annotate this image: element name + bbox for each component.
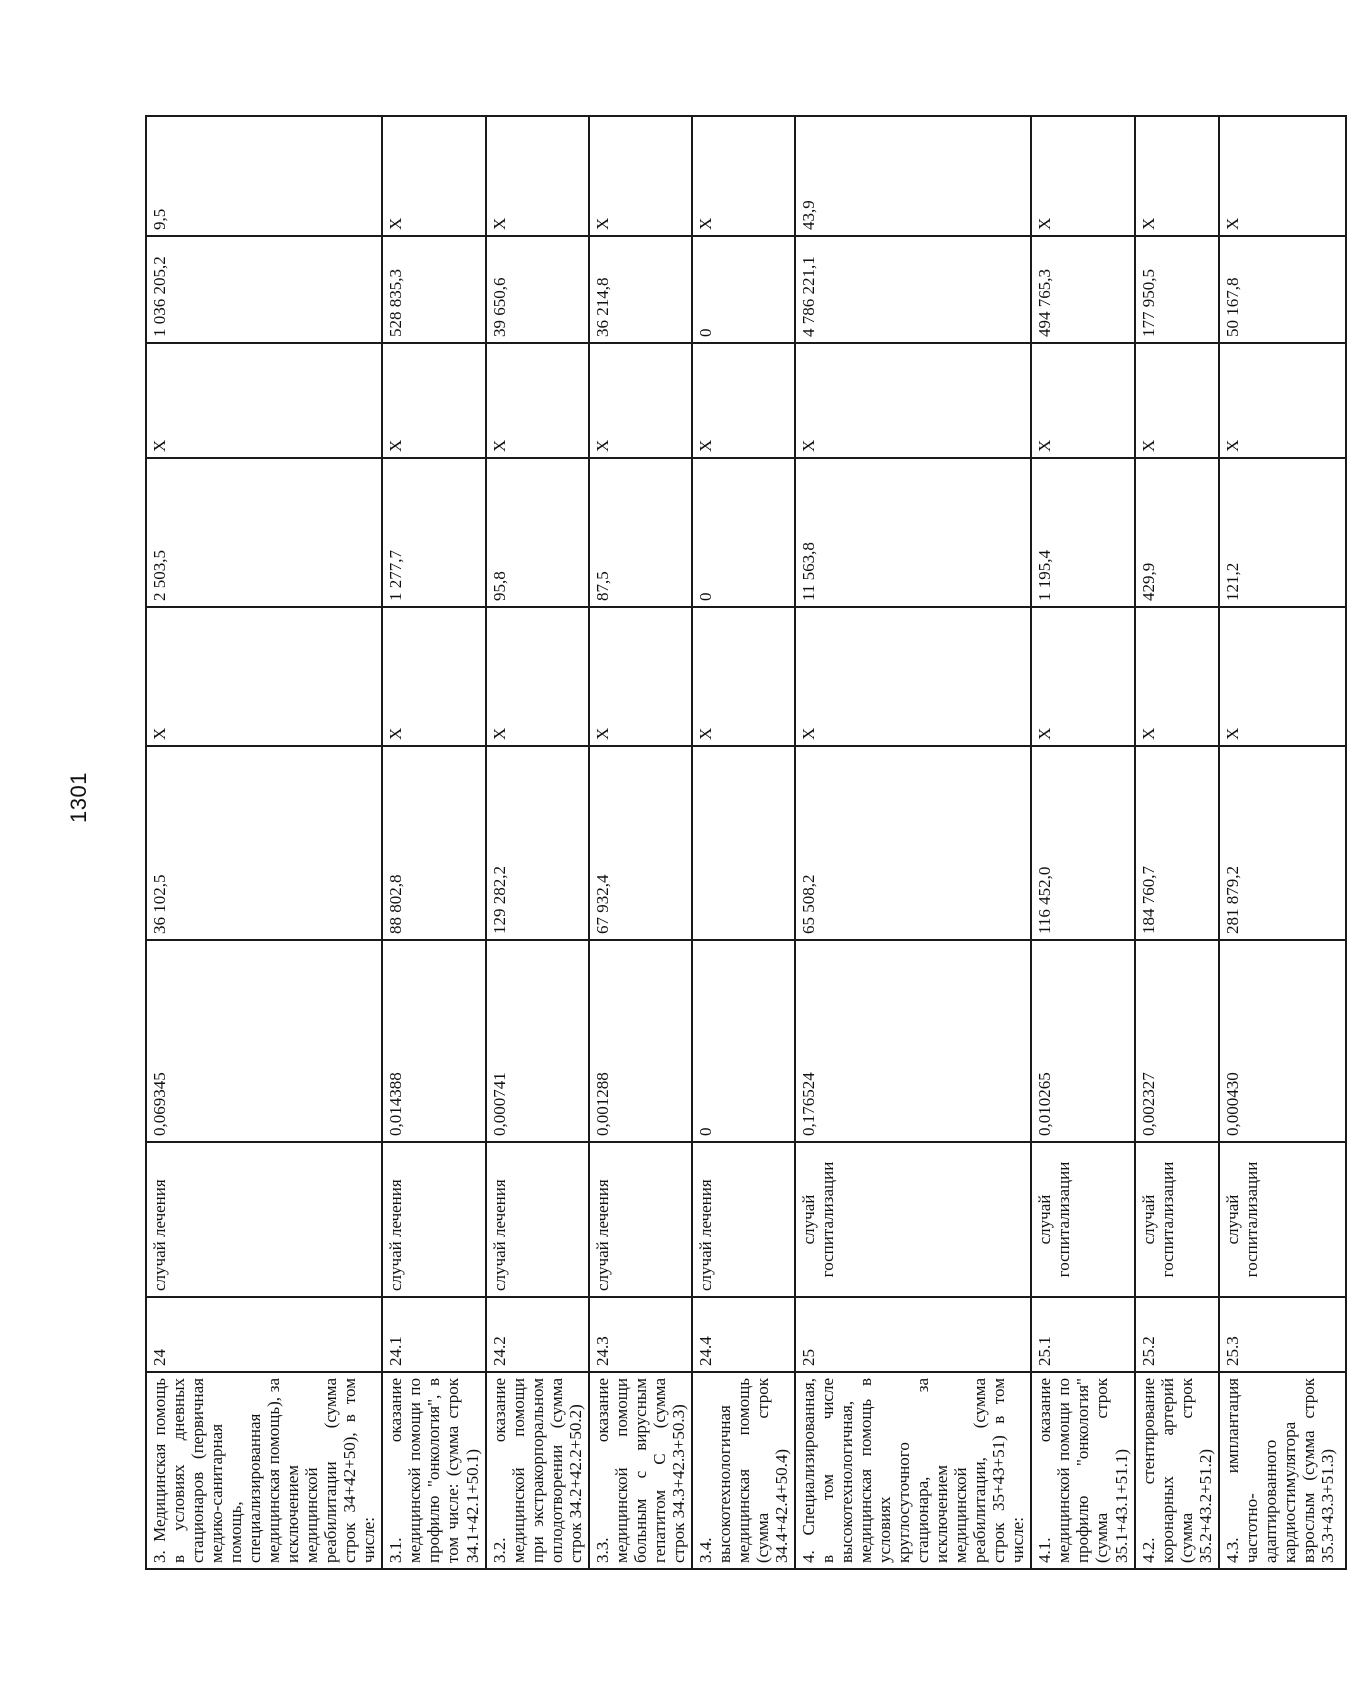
cell-col9: 0 [692, 236, 795, 343]
cell-col9: 39 650,6 [486, 236, 589, 343]
cell-col7: 1 277,7 [382, 458, 485, 607]
cell-col6: X [382, 607, 485, 746]
row-description: 3.3. оказание медицинской помощи больным с вирусным гепатитом С (сумма строк 34.3+42.3+50.3) [589, 1372, 692, 1569]
unit-cell: случай лечения [146, 1142, 382, 1297]
cell-col9: 4 786 221,1 [795, 236, 1031, 343]
cell-col10: X [589, 116, 692, 236]
table-row [1135, 116, 1219, 1569]
unit-cell: случай госпитализации [1135, 1142, 1219, 1297]
cell-col7: 0 [692, 458, 795, 607]
cell-col10: X [486, 116, 589, 236]
unit-cell: случай лечения [589, 1142, 692, 1297]
unit-cell: случай госпитализации [795, 1142, 1031, 1297]
row-description: 4. Специализированная, в том числе высокотехнологичная, медицинская помощь в условиях круглосуточного стационара, за исключением медицинской реабилитации, (сумма строк 35+43+51) в том числе: [795, 1372, 1031, 1569]
table-row [795, 116, 1031, 1569]
norm-cell: 0,000741 [486, 940, 589, 1142]
data-table [145, 115, 1347, 1570]
unit-cell: случай лечения [692, 1142, 795, 1297]
cost-cell: 116 452,0 [1031, 746, 1134, 940]
cost-cell: 65 508,2 [795, 746, 1031, 940]
cell-col7: 429,9 [1135, 458, 1219, 607]
cell-col7: 87,5 [589, 458, 692, 607]
row-number: 24.4 [692, 1297, 795, 1372]
unit-cell: случай госпитализации [1219, 1142, 1346, 1297]
table-row [589, 116, 692, 1569]
cost-cell: 88 802,8 [382, 746, 485, 940]
cell-col8: X [382, 343, 485, 458]
cell-col8: X [486, 343, 589, 458]
cost-cell: 184 760,7 [1135, 746, 1219, 940]
cell-col8: X [795, 343, 1031, 458]
norm-cell: 0,002327 [1135, 940, 1219, 1142]
cell-col6: X [795, 607, 1031, 746]
norm-cell: 0,010265 [1031, 940, 1134, 1142]
norm-cell: 0,069345 [146, 940, 382, 1142]
cell-col7: 1 195,4 [1031, 458, 1134, 607]
cell-col10: X [1135, 116, 1219, 236]
cost-cell [692, 746, 795, 940]
cell-col8: X [146, 343, 382, 458]
table-row [382, 116, 485, 1569]
cell-col10: X [692, 116, 795, 236]
cell-col7: 95,8 [486, 458, 589, 607]
cell-col8: X [1031, 343, 1134, 458]
unit-cell: случай госпитализации [1031, 1142, 1134, 1297]
cell-col9: 177 950,5 [1135, 236, 1219, 343]
row-description: 3.4. высокотехнологичная медицинская помощь (сумма строк 34.4+42.4+50.4) [692, 1372, 795, 1569]
row-description: 4.3. имплантация частотно-адаптированного кардиостимулятора взрослым (сумма строк 35.3+43.3+51.3) [1219, 1372, 1346, 1569]
cell-col6: X [486, 607, 589, 746]
rotated-table-container [145, 117, 1337, 1570]
cell-col10: X [1219, 116, 1346, 236]
cell-col6: X [1031, 607, 1134, 746]
cell-col8: X [589, 343, 692, 458]
cell-col6: X [146, 607, 382, 746]
page-number: 1301 [66, 772, 91, 823]
cell-col10: 9,5 [146, 116, 382, 236]
norm-cell: 0,176524 [795, 940, 1031, 1142]
cell-col8: X [692, 343, 795, 458]
row-number: 24 [146, 1297, 382, 1372]
row-description: 4.2. стентирование коронарных артерий (сумма строк 35.2+43.2+51.2) [1135, 1372, 1219, 1569]
table-row [1219, 116, 1346, 1569]
norm-cell: 0 [692, 940, 795, 1142]
table-row [1031, 116, 1134, 1569]
cell-col6: X [692, 607, 795, 746]
unit-cell: случай лечения [486, 1142, 589, 1297]
norm-cell: 0,001288 [589, 940, 692, 1142]
cell-col6: X [1135, 607, 1219, 746]
cell-col7: 2 503,5 [146, 458, 382, 607]
row-number: 25 [795, 1297, 1031, 1372]
unit-cell: случай лечения [382, 1142, 485, 1297]
cell-col7: 121,2 [1219, 458, 1346, 607]
cell-col9: 528 835,3 [382, 236, 485, 343]
cell-col9: 50 167,8 [1219, 236, 1346, 343]
row-description: 3.2. оказание медицинской помощи при экстракорпоральном оплодотворении (сумма строк 34.2+42.2+50.2) [486, 1372, 589, 1569]
row-description: 4.1. оказание медицинской помощи по профилю "онкология" (сумма строк 35.1+43.1+51.1) [1031, 1372, 1134, 1569]
cell-col8: X [1219, 343, 1346, 458]
cell-col10: 43,9 [795, 116, 1031, 236]
row-number: 24.3 [589, 1297, 692, 1372]
cell-col9: 36 214,8 [589, 236, 692, 343]
row-number: 25.3 [1219, 1297, 1346, 1372]
cell-col8: X [1135, 343, 1219, 458]
row-description: 3. Медицинская помощь в условиях дневных стационаров (первичная медико-санитарная помощь, специализированная медицинская помощь), за исключением медицинской реабилитации (сумма строк 34+42+50), в том числе: [146, 1372, 382, 1569]
cell-col9: 1 036 205,2 [146, 236, 382, 343]
row-description: 3.1. оказание медицинской помощи по профилю "онкология", в том числе: (сумма строк 34.1+42.1+50.1) [382, 1372, 485, 1569]
row-number: 25.1 [1031, 1297, 1134, 1372]
cell-col9: 494 765,3 [1031, 236, 1134, 343]
cell-col6: X [1219, 607, 1346, 746]
table-row [692, 116, 795, 1569]
cell-col6: X [589, 607, 692, 746]
table-row [486, 116, 589, 1569]
norm-cell: 0,014388 [382, 940, 485, 1142]
row-number: 24.2 [486, 1297, 589, 1372]
cell-col10: X [1031, 116, 1134, 236]
cell-col10: X [382, 116, 485, 236]
row-number: 25.2 [1135, 1297, 1219, 1372]
cost-cell: 67 932,4 [589, 746, 692, 940]
row-number: 24.1 [382, 1297, 485, 1372]
cost-cell: 281 879,2 [1219, 746, 1346, 940]
table-row [146, 116, 382, 1569]
cost-cell: 36 102,5 [146, 746, 382, 940]
norm-cell: 0,000430 [1219, 940, 1346, 1142]
cell-col7: 11 563,8 [795, 458, 1031, 607]
cost-cell: 129 282,2 [486, 746, 589, 940]
